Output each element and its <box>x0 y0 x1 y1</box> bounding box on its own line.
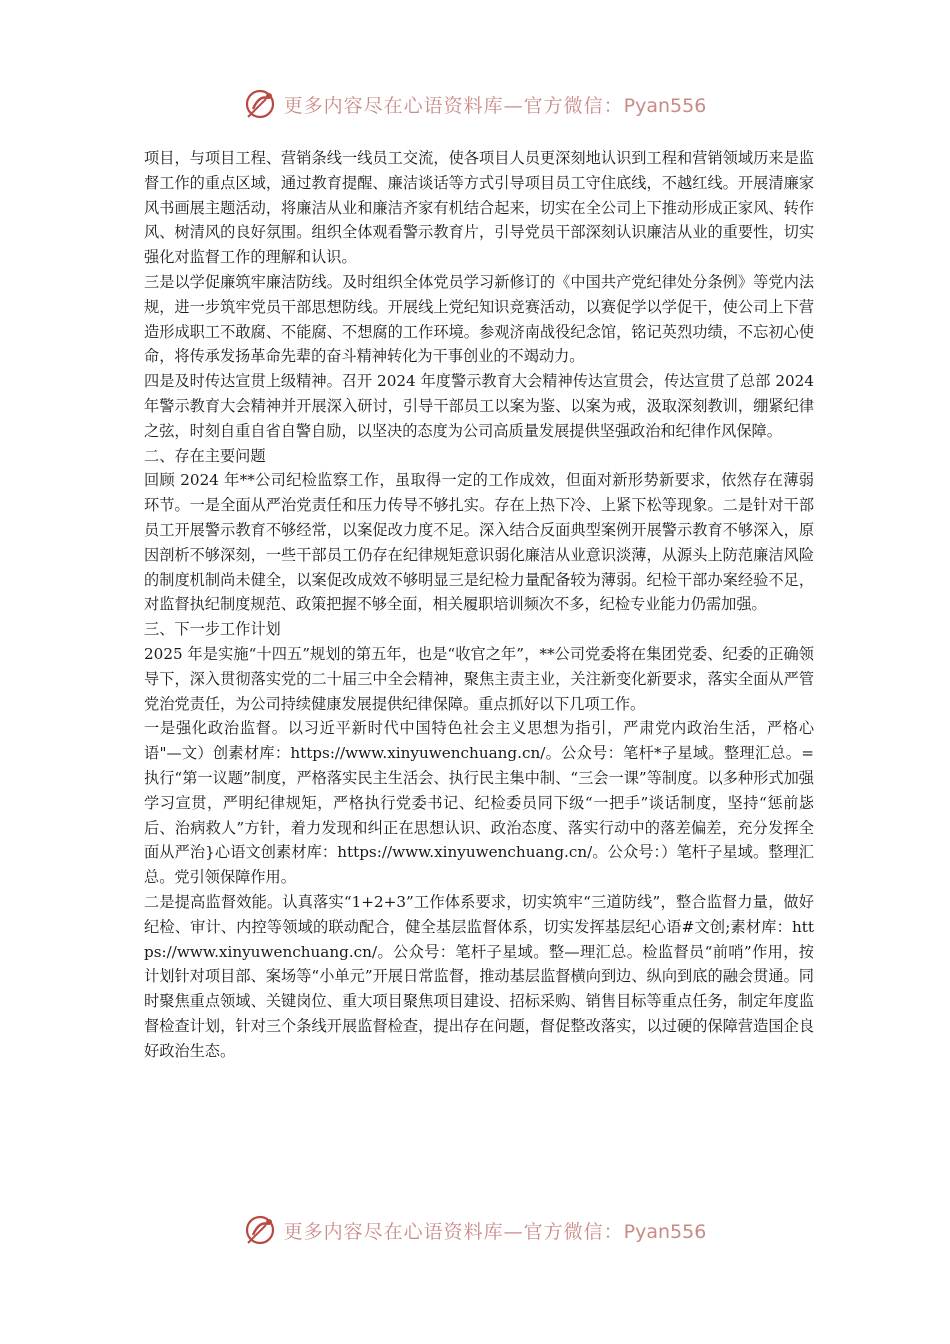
seal-logo-icon <box>244 1213 278 1247</box>
banner-text: 更多内容尽在心语资料库—官方微信：Pyan556 <box>283 1220 707 1243</box>
paragraph: 一是强化政治监督。以习近平新时代中国特色社会主义思想为指引，严肃党内政治生活，严格心语"—文）创素材库：https://www.xinyuwenchuang.cn/。公众号：笔杆*子星域。整理汇总。=执行“第一议题”制度，严格落实民主生活会、执行民主集中制、“三会一课”等制度。以多种形式加强学习宣贯，严明纪律规矩，严格执行党委书记、纪检委员同下级“一把手”谈话制度，坚持“惩前毖后、治病救人”方针，着力发现和纠正在思想认识、政治态度、落实行动中的落差偏差，充分发挥全面从严治}心语文创素材库：https://www.xinyuwenchuang.cn/。公众号：）笔杆子星域。整理汇总。党引领保障作用。 <box>144 719 814 887</box>
paragraph: 项目，与项目工程、营销条线一线员工交流，使各项目人员更深刻地认识到工程和营销领域历来是监督工作的重点区域，通过教育提醒、廉洁谈话等方式引导项目员工守住底线，不越红线。开展清廉家风书画展主题活动，将廉洁从业和廉洁齐家有机结合起来，切实在全公司上下推动形成正家风、转作风、树清风的良好氛围。组织全体观看警示教育片，引导党员干部深刻认识廉洁从业的重要性，切实强化对监督工作的理解和认识。 <box>144 149 814 267</box>
document-body <box>144 146 814 1063</box>
seal-logo-icon <box>244 87 278 121</box>
paragraph: 回顾 2024 年**公司纪检监察工作，虽取得一定的工作成效，但面对新形势新要求，依然存在薄弱环节。一是全面从严治党责任和压力传导不够扎实。存在上热下冷、上紧下松等现象。二是针对干部员工开展警示教育不够经常，以案促改力度不足。深入结合反面典型案例开展警示教育不够深入，原因剖析不够深刻，一些干部员工仍存在纪律规矩意识弱化廉洁从业意识淡薄，从源头上防范廉洁风险的制度机制尚未健全，以案促改成效不够明显三是纪检力量配备较为薄弱。纪检干部办案经验不足，对监督执纪制度规范、政策把握不够全面，相关履职培训频次不多，纪检专业能力仍需加强。 <box>144 471 814 614</box>
section-heading: 二、存在主要问题 <box>144 446 266 465</box>
banner-text: 更多内容尽在心语资料库—官方微信：Pyan556 <box>283 94 707 117</box>
wechat-id: Pyan556 <box>623 1220 707 1243</box>
header-banner <box>0 84 950 124</box>
footer-banner <box>0 1210 950 1250</box>
section-heading: 三、下一步工作计划 <box>144 620 281 639</box>
paragraph: 三是以学促廉筑牢廉洁防线。及时组织全体党员学习新修订的《中国共产党纪律处分条例》等党内法规，进一步筑牢党员干部思想防线。开展线上党纪知识竞赛活动，以赛促学以学促干，使公司上下营造形成职工不敢腐、不能腐、不想腐的工作环境。参观济南战役纪念馆，铭记英烈功绩，不忘初心使命，将传承发扬革命先辈的奋斗精神转化为干事创业的不竭动力。 <box>144 272 814 366</box>
wechat-id: Pyan556 <box>623 94 707 117</box>
paragraph: 四是及时传达宣贯上级精神。召开 2024 年度警示教育大会精神传达宣贯会，传达宣贯了总部 2024 年警示教育大会精神并开展深入研讨，引导干部员工以案为鉴、以案为戒，汲取深刻教训，绷紧纪律之弦，时刻自重自省自警自励，以坚决的态度为公司高质量发展提供坚强政治和纪律作风保障。 <box>144 372 814 440</box>
paragraph: 二是提高监督效能。认真落实“1+2+3”工作体系要求，切实筑牢“三道防线”，整合监督力量，做好纪检、审计、内控等领域的联动配合，健全基层监督体系，切实发挥基层纪心语#文创;素材库：https://www.xinyuwenchuang.cn/。公众号：笔杆子星域。整—理汇总。检监督员“前哨”作用，按计划针对项目部、案场等“小单元”开展日常监督，推动基层监督横向到边、纵向到底的融会贯通。同时聚焦重点领域、关键岗位、重大项目聚焦项目建设、招标采购、销售目标等重点任务，制定年度监督检查计划，针对三个条线开展监督检查，提出存在问题，督促整改落实，以过硬的保障营造国企良好政治生态。 <box>144 892 814 1060</box>
paragraph: 2025 年是实施“十四五”规划的第五年，也是“收官之年”，**公司党委将在集团党委、纪委的正确领导下，深入贯彻落实党的二十届三中全会精神，聚焦主责主业，关注新变化新要求，落实全面从严管党治党责任，为公司持续健康发展提供纪律保障。重点抓好以下几项工作。 <box>144 644 814 713</box>
